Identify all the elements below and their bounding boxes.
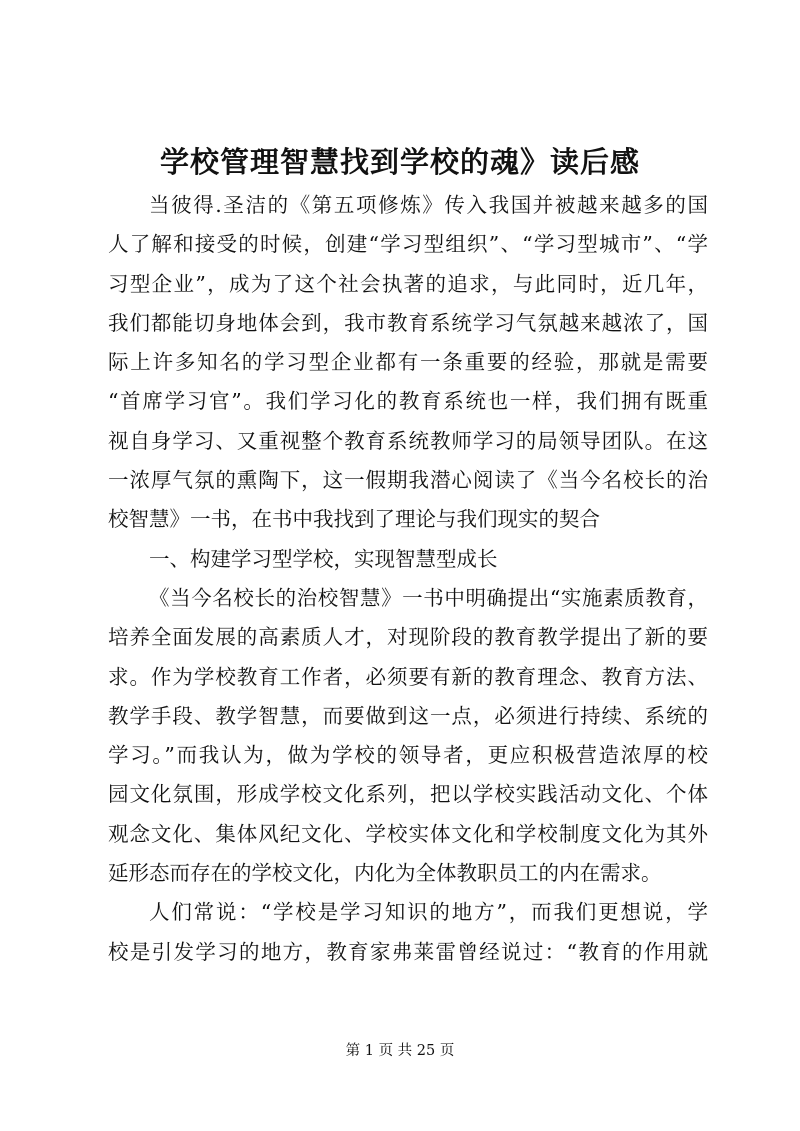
paragraph-line: 人们常说：“学校是学习知识的地方”，而我们更想说，学 xyxy=(149,900,708,925)
paragraph-line: 校是引发学习的地方，教育家弗莱雷曾经说过：“教育的作用就 xyxy=(108,939,708,964)
paragraph-line: 观念文化、集体风纪文化、学校实体文化和学校制度文化为其外 xyxy=(108,821,708,846)
paragraph-line: 《当今名校长的治校智慧》一书中明确提出“实施素质教育， xyxy=(149,585,708,610)
paragraph-line: 延形态而存在的学校文化，内化为全体教职员工的内在需求。 xyxy=(108,861,662,886)
paragraph-line: 我们都能切身地体会到，我市教育系统学习气氛越来越浓了，国 xyxy=(108,310,708,335)
page-footer: 第 1 页 共 25 页 xyxy=(345,1043,455,1059)
paragraph-line: 人了解和接受的时候，创建“学习型组织”、“学习型城市”、“学 xyxy=(108,232,708,257)
paragraph-line: “首席学习官”。我们学习化的教育系统也一样，我们拥有既重 xyxy=(108,389,708,414)
paragraph-line: 教学手段、教学智慧，而要做到这一点，必须进行持续、系统的 xyxy=(108,703,708,728)
paragraph-line: 园文化氛围，形成学校文化系列，把以学校实践活动文化、个体 xyxy=(108,782,708,807)
section-heading: 一、构建学习型学校，实现智慧型成长 xyxy=(149,546,498,571)
paragraph-line: 学习。”而我认为，做为学校的领导者，更应积极营造浓厚的校 xyxy=(108,743,708,768)
document-body xyxy=(108,186,708,972)
paragraph-line: 际上许多知名的学习型企业都有一条重要的经验，那就是需要 xyxy=(108,350,708,375)
paragraph-line: 视自身学习、又重视整个教育系统教师学习的局领导团队。在这 xyxy=(108,428,708,453)
paragraph-line: 培养全面发展的高素质人才，对现阶段的教育教学提出了新的要 xyxy=(108,625,708,650)
paragraph-line: 校智慧》一书，在书中我找到了理论与我们现实的契合 xyxy=(108,507,600,532)
paragraph-line: 当彼得.圣洁的《第五项修炼》传入我国并被越来越多的国 xyxy=(149,193,708,217)
paragraph-line: 习型企业”，成为了这个社会执著的追求，与此同时，近几年， xyxy=(108,271,708,296)
paragraph-line: 一浓厚气氛的熏陶下，这一假期我潜心阅读了《当今名校长的治 xyxy=(108,468,708,493)
paragraph-line: 求。作为学校教育工作者，必须要有新的教育理念、教育方法、 xyxy=(108,664,708,689)
document-title: 学校管理智慧找到学校的魂》读后感 xyxy=(159,145,640,179)
